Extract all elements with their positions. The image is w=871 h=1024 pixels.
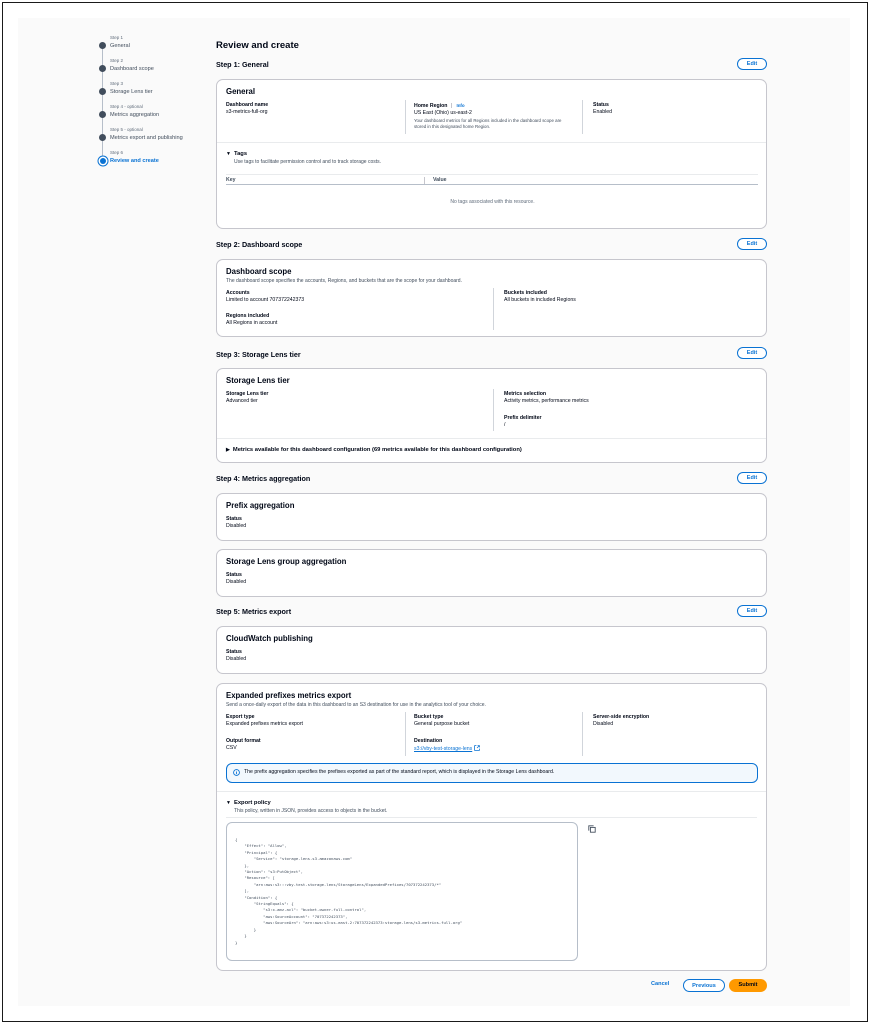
step3-header: Step 3: Storage Lens tier: [216, 350, 301, 359]
card-title: Expanded prefixes metrics export: [226, 691, 352, 700]
step2-header: Step 2: Dashboard scope: [216, 240, 303, 249]
field-label: [414, 102, 569, 110]
field-value: Disabled: [226, 579, 247, 585]
field-value: s3-metrics-full-org: [226, 109, 268, 115]
field-label: Status: [226, 649, 242, 655]
card-title: Dashboard scope: [226, 267, 292, 276]
column-divider: [405, 100, 406, 134]
dashboard-name-field: [226, 102, 268, 116]
prefix-delimiter-field: [504, 415, 541, 429]
step-number: Step 6: [110, 150, 124, 155]
step2-edit-button[interactable]: Edit: [737, 238, 767, 250]
section-divider: [217, 791, 766, 792]
step4-header: Step 4: Metrics aggregation: [216, 474, 311, 483]
step-active-dot-icon: [100, 158, 106, 164]
caret-right-icon: ▶: [226, 447, 230, 453]
step5-edit-button[interactable]: Edit: [737, 605, 767, 617]
home-region-field: [414, 102, 569, 130]
field-label: Server-side encryption: [593, 714, 650, 720]
field-value: /: [504, 422, 506, 428]
tags-description: Use tags to facilitate permission control and to track storage costs.: [234, 159, 382, 165]
field-label: Regions included: [226, 313, 270, 319]
storage-lens-group-aggregation-card: [216, 549, 767, 597]
column-divider: [493, 389, 494, 431]
wizard-step-1[interactable]: [96, 34, 206, 57]
step1-edit-button[interactable]: Edit: [737, 58, 767, 70]
section-divider: [217, 438, 766, 439]
tier-field: [226, 391, 268, 405]
step-dot-icon: [99, 134, 106, 141]
buckets-field: [504, 290, 576, 304]
card-description: The dashboard scope specifies the accounts, Regions, and buckets that are the scope for your dashboard.: [226, 278, 462, 284]
column-divider: [493, 288, 494, 330]
field-value: All Regions in account: [226, 320, 278, 326]
field-value: Enabled: [593, 109, 613, 115]
wizard-step-6: [96, 149, 206, 172]
tags-table-header: [226, 174, 758, 185]
field-label: Bucket type: [414, 714, 444, 720]
field-value: US East (Ohio) us-east-2: [414, 110, 472, 116]
card-description: Send a once-daily export of the data in this dashboard to an S3 destination for use in the analytics tool of your choice.: [226, 702, 486, 708]
metrics-selection-field: [504, 391, 589, 405]
field-label: Status: [593, 102, 609, 108]
expander-label: Metrics available for this dashboard configuration (69 metrics available for this dashboard configuration): [232, 447, 522, 453]
info-link[interactable]: Info: [451, 103, 464, 108]
step-label[interactable]: Metrics aggregation: [110, 112, 160, 118]
card-title: CloudWatch publishing: [226, 634, 313, 643]
step-dot-icon: [99, 111, 106, 118]
step-number: Step 4 - optional: [110, 104, 143, 109]
info-icon: [233, 769, 240, 776]
step-dot-icon: [99, 65, 106, 72]
bucket-type-field: [414, 714, 469, 728]
external-link-icon: [474, 745, 480, 751]
field-value: Expanded prefixes metrics export: [226, 721, 303, 727]
field-label: Dashboard name: [226, 102, 269, 108]
column-divider: [582, 712, 583, 756]
step3-edit-button[interactable]: Edit: [737, 347, 767, 359]
accounts-field: [226, 290, 304, 304]
policy-json: { "Effect": "Allow", "Principal": { "Service": "storage-lens.s3.amazonaws.com" }, "Action": "s3:PutObject", "Resource": [ "arn:aws:s3:::vby-test-storage-lens/StorageLens/ExpandedPrefixes/707372242373/*" ], "Condition": { "StringEquals": { "s3:x-amz-acl": "bucket-owner-full-control", "aws:SourceAccount": "707372242373", "aws:SourceArn": "arn:aws:s3:us-east-2:707372242373:storage-lens/s3-metrics-full-org" } } }: [235, 837, 463, 945]
step-dot-icon: [99, 88, 106, 95]
tags-expander[interactable]: [226, 151, 247, 157]
tags-empty-state: No tags associated with this resource.: [450, 199, 535, 205]
field-value: Limited to account 707372242373: [226, 297, 305, 303]
column-separator: [424, 177, 425, 184]
step-number: Step 2: [110, 58, 124, 63]
export-type-field: [226, 714, 303, 728]
field-value: Disabled: [226, 656, 247, 662]
cloudwatch-status-field: [226, 649, 246, 663]
card-title: Storage Lens tier: [226, 376, 290, 385]
step-label[interactable]: Metrics export and publishing: [110, 135, 183, 141]
copy-icon[interactable]: [588, 825, 596, 833]
page-title: Review and create: [216, 40, 299, 51]
previous-button[interactable]: Previous: [683, 979, 725, 992]
submit-button[interactable]: Submit: [729, 979, 767, 992]
step-label[interactable]: General: [110, 43, 130, 49]
tags-title: Tags: [233, 151, 248, 157]
column-header-key: Key: [226, 177, 236, 183]
cancel-button[interactable]: Cancel: [651, 981, 670, 987]
policy-description: This policy, written in JSON, provides access to objects in the bucket.: [234, 808, 388, 814]
column-divider: [405, 712, 406, 756]
step-label[interactable]: Dashboard scope: [110, 66, 154, 72]
field-label: Status: [226, 516, 242, 522]
prefix-status-field: [226, 516, 246, 530]
field-label: Destination: [414, 738, 443, 744]
general-card: [216, 79, 767, 229]
field-label: Buckets included: [504, 290, 547, 296]
step-label[interactable]: Storage Lens tier: [110, 89, 153, 95]
field-value: Disabled: [226, 523, 247, 529]
regions-field: [226, 313, 277, 327]
field-value: Disabled: [593, 721, 614, 727]
step-number: Step 5 - optional: [110, 127, 143, 132]
metrics-available-expander[interactable]: [226, 447, 522, 453]
info-alert-text: The prefix aggregation specifies the prefixes exported as part of the standard report, which is displayed in the Storage Lens dashboard.: [244, 769, 555, 775]
card-title: General: [226, 87, 256, 96]
step5-header: Step 5: Metrics export: [216, 607, 292, 616]
field-value: General purpose bucket: [414, 721, 470, 727]
home-region-label: Home Region: [414, 103, 448, 109]
field-label: Prefix delimiter: [504, 415, 542, 421]
field-value: Activity metrics, performance metrics: [504, 398, 589, 404]
card-title: Prefix aggregation: [226, 501, 295, 510]
wizard-step-3[interactable]: [96, 80, 206, 103]
step-number: Step 3: [110, 81, 124, 86]
cloudwatch-publishing-card: [216, 626, 767, 674]
destination-field: [414, 738, 480, 753]
prefix-aggregation-card: [216, 493, 767, 541]
field-label: Metrics selection: [504, 391, 547, 397]
field-label: Status: [226, 572, 242, 578]
field-value: All buckets in included Regions: [504, 297, 576, 303]
field-value: Advanced tier: [226, 398, 258, 404]
export-policy-expander[interactable]: [226, 800, 271, 806]
field-label: Storage Lens tier: [226, 391, 269, 397]
output-format-field: [226, 738, 261, 752]
field-value: CSV: [226, 745, 237, 751]
column-header-value: Value: [433, 177, 447, 183]
caret-down-icon: ▼: [226, 800, 231, 806]
destination-value: [414, 745, 480, 753]
dashboard-scope-card: [216, 259, 767, 337]
step4-edit-button[interactable]: Edit: [737, 472, 767, 484]
step-label: Review and create: [110, 158, 159, 164]
policy-code-viewer[interactable]: [226, 822, 578, 961]
field-note: Your dashboard metrics for all Regions included in the dashboard scope are stored in this designated home Region.: [414, 118, 562, 129]
wizard-step-2[interactable]: [96, 57, 206, 80]
group-status-field: [226, 572, 246, 586]
step-dot-icon: [99, 42, 106, 49]
caret-down-icon: ▼: [226, 151, 231, 157]
field-label: Export type: [226, 714, 255, 720]
column-divider: [582, 100, 583, 134]
field-label: Accounts: [226, 290, 250, 296]
step-number: Step 1: [110, 35, 124, 40]
status-field: [593, 102, 612, 116]
section-divider: [226, 817, 757, 818]
storage-lens-tier-card: [216, 368, 767, 463]
expanded-prefixes-export-card: [216, 683, 767, 971]
sse-field: [593, 714, 649, 728]
wizard-step-5[interactable]: [96, 126, 206, 149]
policy-title: Export policy: [233, 800, 271, 806]
destination-link[interactable]: s3://vby-test-storage-lens: [414, 746, 473, 752]
info-alert: [226, 763, 758, 783]
step1-header: Step 1: General: [216, 60, 269, 69]
field-label: Output format: [226, 738, 261, 744]
wizard-step-4[interactable]: [96, 103, 206, 126]
section-divider: [217, 142, 766, 143]
wizard-navigation: [96, 34, 206, 172]
card-title: Storage Lens group aggregation: [226, 557, 347, 566]
